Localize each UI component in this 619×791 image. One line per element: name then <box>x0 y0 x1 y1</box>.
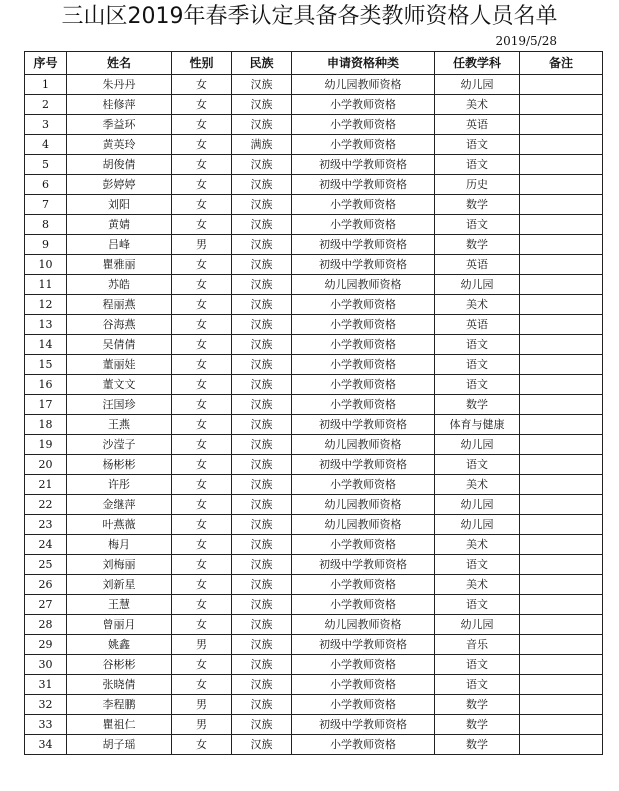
cell-subject: 美术 <box>435 295 520 315</box>
cell-name: 李程鹏 <box>67 695 172 715</box>
cell-ethnicity: 汉族 <box>232 515 292 535</box>
cell-name: 吴倩倩 <box>67 335 172 355</box>
cell-ethnicity: 汉族 <box>232 495 292 515</box>
cell-gender: 女 <box>172 415 232 435</box>
cell-remarks <box>520 75 603 95</box>
cell-gender: 男 <box>172 235 232 255</box>
cell-index: 32 <box>25 695 67 715</box>
cell-gender: 女 <box>172 475 232 495</box>
cell-index: 7 <box>25 195 67 215</box>
cell-name: 梅月 <box>67 535 172 555</box>
cell-qualification: 初级中学教师资格 <box>292 255 435 275</box>
cell-qualification: 幼儿园教师资格 <box>292 495 435 515</box>
cell-ethnicity: 汉族 <box>232 675 292 695</box>
cell-name: 胡俊倩 <box>67 155 172 175</box>
document-title: 三山区2019年春季认定具备各类教师资格人员名单 <box>61 4 558 29</box>
cell-subject: 体育与健康 <box>435 415 520 435</box>
cell-index: 6 <box>25 175 67 195</box>
cell-ethnicity: 汉族 <box>232 575 292 595</box>
cell-qualification: 幼儿园教师资格 <box>292 75 435 95</box>
cell-ethnicity: 汉族 <box>232 155 292 175</box>
cell-name: 许彤 <box>67 475 172 495</box>
cell-subject: 幼儿园 <box>435 495 520 515</box>
table-row <box>25 115 603 135</box>
cell-gender: 女 <box>172 535 232 555</box>
cell-gender: 女 <box>172 335 232 355</box>
cell-name: 桂修萍 <box>67 95 172 115</box>
cell-qualification: 小学教师资格 <box>292 335 435 355</box>
table-row <box>25 455 603 475</box>
cell-qualification: 初级中学教师资格 <box>292 635 435 655</box>
cell-subject: 语文 <box>435 675 520 695</box>
cell-remarks <box>520 475 603 495</box>
cell-name: 谷海燕 <box>67 315 172 335</box>
table-row <box>25 355 603 375</box>
cell-index: 24 <box>25 535 67 555</box>
cell-remarks <box>520 575 603 595</box>
header-remarks: 备注 <box>520 52 603 75</box>
cell-name: 谷彬彬 <box>67 655 172 675</box>
cell-name: 曾丽月 <box>67 615 172 635</box>
cell-qualification: 小学教师资格 <box>292 215 435 235</box>
cell-index: 34 <box>25 735 67 755</box>
cell-ethnicity: 汉族 <box>232 655 292 675</box>
table-row <box>25 155 603 175</box>
cell-qualification: 初级中学教师资格 <box>292 175 435 195</box>
table-row <box>25 475 603 495</box>
cell-subject: 语文 <box>435 135 520 155</box>
cell-qualification: 小学教师资格 <box>292 675 435 695</box>
table-header-row <box>25 52 603 75</box>
cell-name: 瞿雅丽 <box>67 255 172 275</box>
cell-ethnicity: 汉族 <box>232 315 292 335</box>
cell-remarks <box>520 395 603 415</box>
cell-qualification: 初级中学教师资格 <box>292 155 435 175</box>
cell-subject: 语文 <box>435 655 520 675</box>
cell-gender: 女 <box>172 75 232 95</box>
cell-ethnicity: 汉族 <box>232 95 292 115</box>
cell-index: 20 <box>25 455 67 475</box>
table-row <box>25 595 603 615</box>
cell-remarks <box>520 635 603 655</box>
cell-index: 31 <box>25 675 67 695</box>
cell-ethnicity: 汉族 <box>232 455 292 475</box>
cell-remarks <box>520 175 603 195</box>
cell-name: 胡子瑶 <box>67 735 172 755</box>
cell-remarks <box>520 415 603 435</box>
cell-index: 4 <box>25 135 67 155</box>
table-row <box>25 235 603 255</box>
cell-gender: 女 <box>172 275 232 295</box>
cell-index: 16 <box>25 375 67 395</box>
cell-qualification: 初级中学教师资格 <box>292 415 435 435</box>
document-date: 2019/5/28 <box>495 34 557 48</box>
header-name: 姓名 <box>67 52 172 75</box>
table-row <box>25 75 603 95</box>
cell-subject: 英语 <box>435 255 520 275</box>
cell-remarks <box>520 375 603 395</box>
cell-name: 刘阳 <box>67 195 172 215</box>
cell-remarks <box>520 595 603 615</box>
cell-subject: 语文 <box>435 155 520 175</box>
cell-qualification: 小学教师资格 <box>292 355 435 375</box>
cell-qualification: 小学教师资格 <box>292 295 435 315</box>
table-row <box>25 415 603 435</box>
cell-subject: 数学 <box>435 715 520 735</box>
cell-subject: 历史 <box>435 175 520 195</box>
table-row <box>25 655 603 675</box>
cell-qualification: 初级中学教师资格 <box>292 555 435 575</box>
table-row <box>25 555 603 575</box>
cell-index: 15 <box>25 355 67 375</box>
cell-subject: 语文 <box>435 375 520 395</box>
cell-name: 刘新星 <box>67 575 172 595</box>
cell-remarks <box>520 255 603 275</box>
table-row <box>25 175 603 195</box>
table-row <box>25 575 603 595</box>
cell-remarks <box>520 555 603 575</box>
cell-remarks <box>520 195 603 215</box>
cell-index: 1 <box>25 75 67 95</box>
cell-remarks <box>520 535 603 555</box>
cell-ethnicity: 汉族 <box>232 615 292 635</box>
cell-name: 朱丹丹 <box>67 75 172 95</box>
table-row <box>25 335 603 355</box>
table-row <box>25 635 603 655</box>
cell-index: 5 <box>25 155 67 175</box>
cell-gender: 女 <box>172 315 232 335</box>
cell-remarks <box>520 435 603 455</box>
cell-name: 吕峰 <box>67 235 172 255</box>
cell-ethnicity: 汉族 <box>232 235 292 255</box>
cell-remarks <box>520 95 603 115</box>
cell-gender: 女 <box>172 295 232 315</box>
cell-subject: 数学 <box>435 195 520 215</box>
cell-qualification: 初级中学教师资格 <box>292 455 435 475</box>
cell-gender: 男 <box>172 635 232 655</box>
cell-gender: 女 <box>172 195 232 215</box>
cell-gender: 女 <box>172 395 232 415</box>
cell-index: 19 <box>25 435 67 455</box>
cell-gender: 女 <box>172 495 232 515</box>
cell-gender: 女 <box>172 175 232 195</box>
cell-name: 黄英玲 <box>67 135 172 155</box>
cell-index: 8 <box>25 215 67 235</box>
cell-ethnicity: 汉族 <box>232 715 292 735</box>
cell-remarks <box>520 275 603 295</box>
cell-ethnicity: 汉族 <box>232 415 292 435</box>
cell-gender: 女 <box>172 675 232 695</box>
table-row <box>25 495 603 515</box>
cell-subject: 语文 <box>435 595 520 615</box>
cell-name: 苏皓 <box>67 275 172 295</box>
cell-index: 2 <box>25 95 67 115</box>
cell-ethnicity: 汉族 <box>232 635 292 655</box>
cell-ethnicity: 汉族 <box>232 355 292 375</box>
cell-subject: 语文 <box>435 555 520 575</box>
cell-subject: 英语 <box>435 315 520 335</box>
table-row <box>25 735 603 755</box>
cell-qualification: 小学教师资格 <box>292 315 435 335</box>
cell-name: 杨彬彬 <box>67 455 172 475</box>
cell-index: 33 <box>25 715 67 735</box>
cell-qualification: 小学教师资格 <box>292 135 435 155</box>
cell-name: 金继萍 <box>67 495 172 515</box>
cell-index: 18 <box>25 415 67 435</box>
cell-subject: 美术 <box>435 475 520 495</box>
cell-name: 汪国珍 <box>67 395 172 415</box>
cell-gender: 女 <box>172 95 232 115</box>
cell-remarks <box>520 455 603 475</box>
cell-ethnicity: 满族 <box>232 135 292 155</box>
table-row <box>25 675 603 695</box>
cell-name: 董文文 <box>67 375 172 395</box>
cell-subject: 语文 <box>435 355 520 375</box>
cell-gender: 女 <box>172 375 232 395</box>
cell-subject: 美术 <box>435 95 520 115</box>
cell-qualification: 初级中学教师资格 <box>292 715 435 735</box>
cell-name: 黄婧 <box>67 215 172 235</box>
cell-index: 22 <box>25 495 67 515</box>
cell-name: 程丽燕 <box>67 295 172 315</box>
cell-qualification: 小学教师资格 <box>292 395 435 415</box>
table-row <box>25 695 603 715</box>
table-row <box>25 135 603 155</box>
cell-remarks <box>520 115 603 135</box>
cell-name: 董丽娃 <box>67 355 172 375</box>
cell-subject: 幼儿园 <box>435 435 520 455</box>
table-row <box>25 395 603 415</box>
cell-gender: 女 <box>172 215 232 235</box>
teacher-qualification-table <box>24 51 603 755</box>
cell-qualification: 小学教师资格 <box>292 535 435 555</box>
table-row <box>25 295 603 315</box>
table-row <box>25 375 603 395</box>
cell-qualification: 小学教师资格 <box>292 595 435 615</box>
cell-index: 30 <box>25 655 67 675</box>
cell-remarks <box>520 495 603 515</box>
cell-subject: 数学 <box>435 695 520 715</box>
cell-name: 刘梅丽 <box>67 555 172 575</box>
cell-ethnicity: 汉族 <box>232 375 292 395</box>
header-gender: 性别 <box>172 52 232 75</box>
cell-qualification: 小学教师资格 <box>292 375 435 395</box>
cell-subject: 语文 <box>435 335 520 355</box>
cell-gender: 女 <box>172 615 232 635</box>
cell-index: 10 <box>25 255 67 275</box>
cell-gender: 女 <box>172 595 232 615</box>
cell-ethnicity: 汉族 <box>232 195 292 215</box>
cell-ethnicity: 汉族 <box>232 115 292 135</box>
cell-qualification: 小学教师资格 <box>292 695 435 715</box>
cell-index: 28 <box>25 615 67 635</box>
table-row <box>25 275 603 295</box>
cell-gender: 女 <box>172 455 232 475</box>
cell-remarks <box>520 695 603 715</box>
table-row <box>25 435 603 455</box>
cell-remarks <box>520 135 603 155</box>
cell-gender: 女 <box>172 155 232 175</box>
cell-subject: 英语 <box>435 115 520 135</box>
cell-subject: 数学 <box>435 235 520 255</box>
cell-remarks <box>520 735 603 755</box>
table-row <box>25 615 603 635</box>
cell-index: 12 <box>25 295 67 315</box>
cell-gender: 女 <box>172 135 232 155</box>
table-body <box>25 75 603 755</box>
cell-subject: 美术 <box>435 535 520 555</box>
cell-gender: 女 <box>172 735 232 755</box>
cell-remarks <box>520 315 603 335</box>
cell-index: 23 <box>25 515 67 535</box>
cell-qualification: 小学教师资格 <box>292 575 435 595</box>
header-subject: 任教学科 <box>435 52 520 75</box>
cell-index: 21 <box>25 475 67 495</box>
cell-name: 张晓倩 <box>67 675 172 695</box>
cell-ethnicity: 汉族 <box>232 435 292 455</box>
cell-name: 沙滢子 <box>67 435 172 455</box>
cell-subject: 语文 <box>435 215 520 235</box>
table-row <box>25 95 603 115</box>
cell-index: 11 <box>25 275 67 295</box>
cell-name: 季益环 <box>67 115 172 135</box>
header-index: 序号 <box>25 52 67 75</box>
cell-index: 27 <box>25 595 67 615</box>
cell-gender: 女 <box>172 515 232 535</box>
cell-gender: 男 <box>172 715 232 735</box>
cell-remarks <box>520 615 603 635</box>
cell-remarks <box>520 335 603 355</box>
cell-qualification: 小学教师资格 <box>292 475 435 495</box>
cell-subject: 幼儿园 <box>435 275 520 295</box>
cell-index: 26 <box>25 575 67 595</box>
cell-name: 瞿祖仁 <box>67 715 172 735</box>
cell-subject: 幼儿园 <box>435 615 520 635</box>
cell-qualification: 幼儿园教师资格 <box>292 515 435 535</box>
cell-subject: 幼儿园 <box>435 75 520 95</box>
cell-ethnicity: 汉族 <box>232 695 292 715</box>
cell-qualification: 幼儿园教师资格 <box>292 435 435 455</box>
cell-subject: 幼儿园 <box>435 515 520 535</box>
cell-qualification: 小学教师资格 <box>292 655 435 675</box>
cell-index: 9 <box>25 235 67 255</box>
cell-ethnicity: 汉族 <box>232 735 292 755</box>
cell-remarks <box>520 235 603 255</box>
cell-index: 3 <box>25 115 67 135</box>
cell-gender: 女 <box>172 435 232 455</box>
cell-remarks <box>520 675 603 695</box>
cell-ethnicity: 汉族 <box>232 555 292 575</box>
cell-remarks <box>520 155 603 175</box>
table-row <box>25 535 603 555</box>
header-qualification: 申请资格种类 <box>292 52 435 75</box>
cell-ethnicity: 汉族 <box>232 215 292 235</box>
cell-qualification: 初级中学教师资格 <box>292 235 435 255</box>
cell-remarks <box>520 215 603 235</box>
cell-ethnicity: 汉族 <box>232 295 292 315</box>
cell-name: 王燕 <box>67 415 172 435</box>
cell-index: 17 <box>25 395 67 415</box>
cell-qualification: 小学教师资格 <box>292 735 435 755</box>
cell-name: 姚鑫 <box>67 635 172 655</box>
cell-remarks <box>520 355 603 375</box>
cell-qualification: 小学教师资格 <box>292 115 435 135</box>
cell-gender: 女 <box>172 655 232 675</box>
cell-gender: 男 <box>172 695 232 715</box>
cell-ethnicity: 汉族 <box>232 255 292 275</box>
cell-subject: 美术 <box>435 575 520 595</box>
cell-ethnicity: 汉族 <box>232 175 292 195</box>
cell-ethnicity: 汉族 <box>232 535 292 555</box>
table-row <box>25 255 603 275</box>
cell-gender: 女 <box>172 355 232 375</box>
cell-remarks <box>520 295 603 315</box>
cell-ethnicity: 汉族 <box>232 75 292 95</box>
cell-subject: 数学 <box>435 735 520 755</box>
table-row <box>25 315 603 335</box>
cell-index: 25 <box>25 555 67 575</box>
cell-index: 14 <box>25 335 67 355</box>
table-row <box>25 195 603 215</box>
table-row <box>25 515 603 535</box>
header-ethnicity: 民族 <box>232 52 292 75</box>
cell-qualification: 小学教师资格 <box>292 195 435 215</box>
cell-ethnicity: 汉族 <box>232 595 292 615</box>
cell-subject: 音乐 <box>435 635 520 655</box>
cell-remarks <box>520 715 603 735</box>
cell-qualification: 幼儿园教师资格 <box>292 615 435 635</box>
cell-qualification: 小学教师资格 <box>292 95 435 115</box>
cell-ethnicity: 汉族 <box>232 335 292 355</box>
cell-name: 叶燕薇 <box>67 515 172 535</box>
cell-qualification: 幼儿园教师资格 <box>292 275 435 295</box>
cell-name: 彭婷婷 <box>67 175 172 195</box>
cell-index: 29 <box>25 635 67 655</box>
cell-gender: 女 <box>172 255 232 275</box>
cell-ethnicity: 汉族 <box>232 275 292 295</box>
table-row <box>25 715 603 735</box>
cell-ethnicity: 汉族 <box>232 475 292 495</box>
cell-subject: 数学 <box>435 395 520 415</box>
cell-index: 13 <box>25 315 67 335</box>
cell-name: 王慧 <box>67 595 172 615</box>
cell-ethnicity: 汉族 <box>232 395 292 415</box>
table-row <box>25 215 603 235</box>
cell-gender: 女 <box>172 115 232 135</box>
cell-gender: 女 <box>172 575 232 595</box>
cell-remarks <box>520 515 603 535</box>
cell-remarks <box>520 655 603 675</box>
cell-subject: 语文 <box>435 455 520 475</box>
cell-gender: 女 <box>172 555 232 575</box>
